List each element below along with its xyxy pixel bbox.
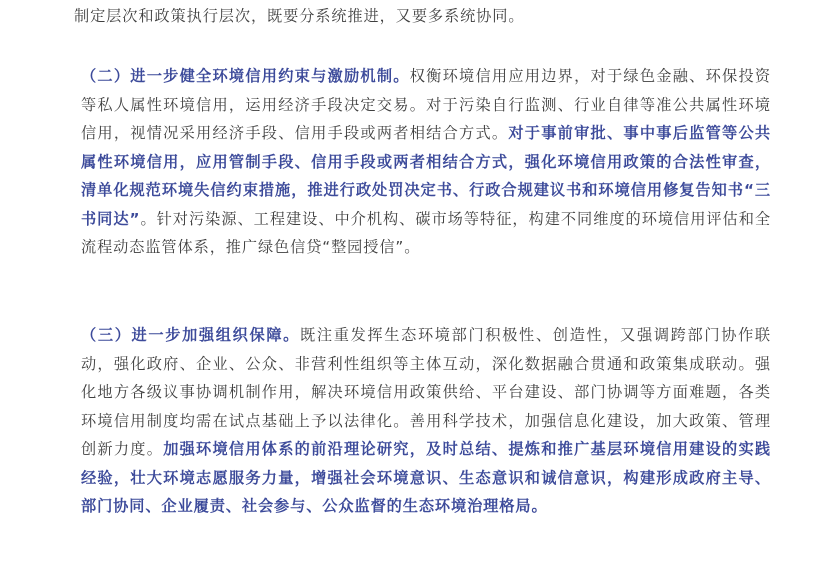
section-2-text-1: 权衡环境信用应用边界，对于绿色金融、环保投资等私人属性环境信用，运用经济手段决定交易。对于污染自行监测、行业自律等准公共属性环境信用，视情况采用经济手段、信用手段或两者相结合方式。 — [81, 67, 771, 142]
section-3-text-1: 既注重发挥生态环境部门积极性、创造性，又强调跨部门协作联动，强化政府、企业、公众、非营利性组织等主体互动，深化数据融合贯通和政策集成联动。强化地方各级议事协调机制作用，解决环境信用政策供给、平台建设、部门协调等方面难题，各类环境信用制度均需在试点基础上予以法律化。善用科学技术，加强信息化建设，加大政策、管理创新力度。 — [81, 326, 772, 458]
section-3-paragraph — [74, 321, 771, 521]
section-2-emphasis: 对于事前审批、事中事后监管等公共属性环境信用，应用管制手段、信用手段或两者相结合方式，强化环境信用政策的合法性审查，清单化规范环境失信约束措施，推进行政处罚决定书、行政合规建议书和环境信用修复告知书“三书同达” — [81, 124, 771, 228]
section-2-heading: （二）进一步健全环境信用约束与激励机制。 — [81, 67, 410, 85]
section-3-heading: （三）进一步加强组织保障。 — [81, 326, 301, 344]
intro-paragraph-tail — [74, 2, 764, 31]
section-3-emphasis: 加强环境信用体系的前沿理论研究，及时总结、提炼和推广基层环境信用建设的实践经验，壮大环境志愿服务力量，增强社会环境意识、生态意识和诚信意识，构建形成政府主导、部门协同、企业履责、社会参与、公众监督的生态环境治理格局。 — [81, 440, 771, 515]
section-2-text-2: 。针对污染源、工程建设、中介机构、碳市场等特征，构建不同维度的环境信用评估和全流程动态监管体系，推广绿色信贷“整园授信”。 — [81, 209, 771, 256]
intro-text: 制定层次和政策执行层次，既要分系统推进，又要多系统协同。 — [74, 7, 525, 25]
section-2-paragraph — [74, 62, 771, 262]
